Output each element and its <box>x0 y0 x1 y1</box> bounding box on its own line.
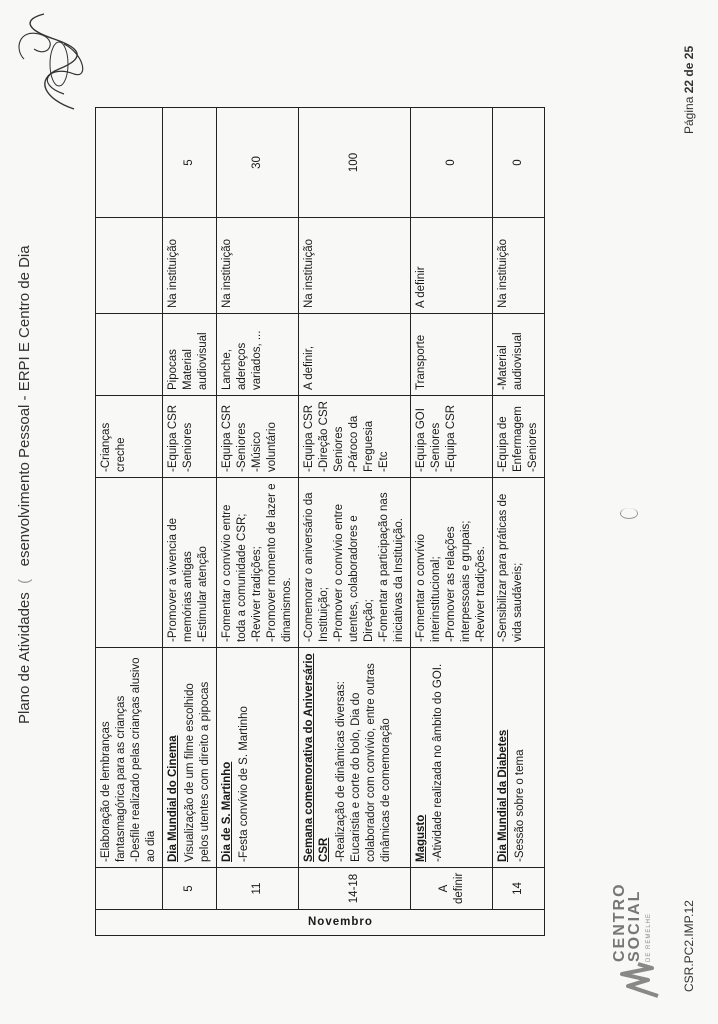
resources-cell <box>411 314 493 396</box>
activity-cell <box>493 648 545 868</box>
participant-item: -Equipa CSR <box>167 404 179 472</box>
location-value: Na instituição <box>221 238 233 308</box>
location-value: Na instituição <box>167 238 179 308</box>
table-body <box>96 108 545 936</box>
date-cell <box>217 868 299 910</box>
cost-cell <box>493 108 545 218</box>
activity-title: Magusto <box>415 814 427 862</box>
objective-item: -Estimular atenção <box>197 546 209 642</box>
participant-item: -Seniores <box>236 422 248 472</box>
activity-title: Dia Mundial da Diabetes <box>497 729 509 862</box>
objective-item: -Fomentar o convívio entre toda a comunidade CSR; <box>221 504 248 642</box>
participants-cell <box>96 396 163 478</box>
objective-item: -Promover a vivencia de memórias antigas <box>167 518 194 642</box>
table-row <box>163 108 217 936</box>
participants-cell <box>493 396 545 478</box>
location-cell <box>163 218 217 314</box>
resource-item: Material audiovisual <box>182 332 209 390</box>
activity-description: Visualização de um filme escolhido pelos utentes com direito a pipocas <box>184 681 211 862</box>
date-cell <box>299 868 411 910</box>
date-cell <box>411 868 493 910</box>
objective-item: -Reviver tradições. <box>475 546 487 642</box>
cost-cell <box>96 108 163 218</box>
date-value: A definir <box>437 872 465 904</box>
objectives-cell <box>96 478 163 648</box>
date-cell <box>493 868 545 910</box>
date-value: 14 <box>512 882 524 895</box>
handwritten-signature <box>4 9 104 119</box>
table-row <box>217 108 299 936</box>
cost-cell <box>217 108 299 218</box>
cost-value: 100 <box>348 152 360 173</box>
objective-item: -Promover momento de lazer e dinamismos. <box>266 483 293 642</box>
objective-item: -Fomentar a participação nas iniciativas da Instituição. <box>378 492 405 642</box>
participant-item: -Equipa GOI <box>415 408 427 472</box>
participants-cell <box>411 396 493 478</box>
cost-value: 0 <box>445 159 457 166</box>
participant-item: -Direção CSR Seniores <box>318 401 345 472</box>
date-value: 14-18 <box>348 873 360 904</box>
participant-item: -Etc <box>378 451 390 472</box>
footer-page-number: Página 22 de 25 <box>682 45 696 134</box>
location-cell <box>299 218 411 314</box>
punch-hole-mark <box>620 508 638 519</box>
header-title-part1: Plano de Atividades <box>16 592 33 724</box>
objective-item: -Reviver tradições; <box>251 546 263 642</box>
activity-cell <box>299 648 411 868</box>
resources-cell <box>493 314 545 396</box>
resources-cell <box>217 314 299 396</box>
footer-document-code: CSR.PC2.IMP.12 <box>682 900 696 992</box>
objective-item: -Promover o convívio entre utentes, colaboradores e Direção; <box>333 503 375 642</box>
activity-description: -Elaboração de lembranças fantasmagórica para as crianças <box>100 695 127 862</box>
activity-cell <box>163 648 217 868</box>
participants-cell <box>299 396 411 478</box>
objective-item: -Promover as relações interpessoais e grupais; <box>445 520 472 642</box>
objective-item: -Comemorar o aniversário da Instituição; <box>303 492 330 642</box>
participant-item: -Seniores <box>182 422 194 472</box>
resource-item: Pipocas <box>167 349 179 390</box>
objectives-cell <box>299 478 411 648</box>
logo-line2: SOCIAL <box>626 889 643 962</box>
resource-item: A definir, <box>303 345 315 390</box>
activity-description: -Desfile realizado pelas crianças alusivo ao dia <box>130 657 157 862</box>
activity-cell <box>411 648 493 868</box>
location-cell <box>96 218 163 314</box>
activity-cell <box>217 648 299 868</box>
resource-item: Transporte <box>415 334 427 390</box>
activity-description: -Sessão sobre o tema <box>514 749 526 862</box>
activity-title: Semana comemorativa do Aniversário CSR <box>303 653 330 862</box>
table-row <box>96 108 163 936</box>
activities-table <box>95 107 545 936</box>
activity-description: -Atividade realizada no âmbito do GOI. <box>432 663 444 862</box>
location-cell <box>217 218 299 314</box>
participants-cell <box>163 396 217 478</box>
month-label: Novembro <box>307 916 373 928</box>
resources-cell <box>163 314 217 396</box>
date-value: 11 <box>251 882 263 895</box>
logo-text <box>612 882 657 962</box>
participant-item: -Pároco da Freguesia <box>348 415 375 472</box>
date-cell <box>96 868 163 910</box>
location-cell <box>411 218 493 314</box>
cost-cell <box>163 108 217 218</box>
date-cell <box>163 868 217 910</box>
participants-cell <box>217 396 299 478</box>
participant-item: -Seniores <box>527 422 539 472</box>
logo-line3: DE REMELHE <box>646 912 652 962</box>
document-header: Plano de Atividades ( esenvolvimento Pessoal - ERPI E Centro de Dia <box>16 245 33 724</box>
page-total: 25 <box>682 45 696 60</box>
participant-item: -Crianças creche <box>100 422 127 472</box>
participant-item: -Equipa CSR <box>445 404 457 472</box>
table-row <box>411 108 493 936</box>
date-value: 5 <box>183 885 195 892</box>
participant-item: -Seniores <box>430 422 442 472</box>
location-value: Na instituição <box>303 238 315 308</box>
table-row <box>299 108 411 936</box>
participant-item: -Músico voluntário <box>251 422 278 472</box>
header-title-part2: esenvolvimento Pessoal - ERPI E Centro de Dia <box>16 245 33 567</box>
logo-line1: CENTRO <box>611 882 628 962</box>
resources-cell <box>299 314 411 396</box>
resource-item: -Material audiovisual <box>497 332 524 390</box>
cost-value: 30 <box>251 156 263 169</box>
month-cell <box>96 910 545 936</box>
objectives-cell <box>217 478 299 648</box>
resources-cell <box>96 314 163 396</box>
location-cell <box>493 218 545 314</box>
location-value: Na instituição <box>497 238 509 308</box>
participant-item: -Equipa CSR <box>303 404 315 472</box>
location-value: A definir <box>415 266 427 308</box>
activity-cell <box>96 648 163 868</box>
cost-value: 0 <box>512 159 524 166</box>
resource-item: Lanche, adereços variados, ... <box>221 330 263 390</box>
page-current: 22 <box>682 79 696 94</box>
activity-title: Dia Mundial do Cinema <box>167 735 179 862</box>
objectives-cell <box>411 478 493 648</box>
cost-cell <box>411 108 493 218</box>
activity-description: -Realização de dinâmicas diversas: Eucaristia e corte do bolo, Dia do colaborador com convívio, entre outras dinâmicas de comemoração <box>335 663 392 862</box>
activity-description: -Festa convívio de S. Martinho <box>238 706 250 862</box>
table-row <box>493 108 545 936</box>
activity-title: Dia de S. Martinho <box>221 761 233 862</box>
participant-item: -Equipa CSR <box>221 404 233 472</box>
objective-item: -Sensibilizar para práticas de vida saudáveis; <box>497 493 524 642</box>
objectives-cell <box>163 478 217 648</box>
cost-value: 5 <box>183 159 195 166</box>
cost-cell <box>299 108 411 218</box>
objective-item: -Fomentar o convívio interinstitucional; <box>415 533 442 642</box>
participant-item: -Equipa de Enfermagem <box>497 406 524 472</box>
objectives-cell <box>493 478 545 648</box>
